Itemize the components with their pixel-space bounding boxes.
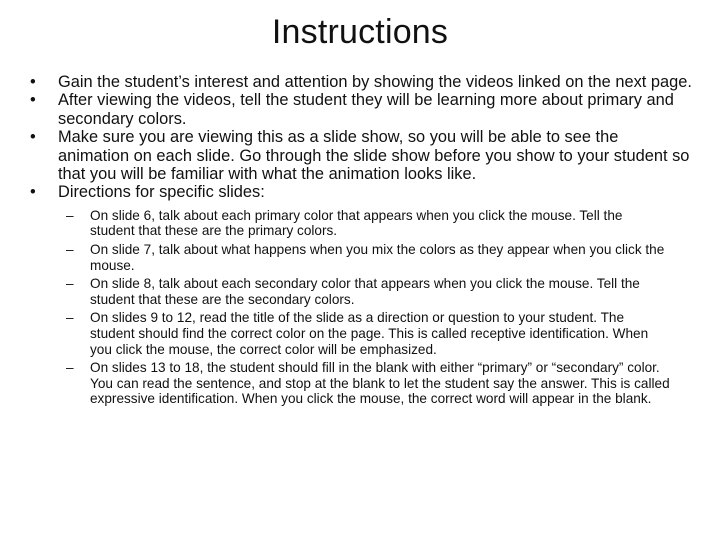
dash-marker: – <box>66 242 74 258</box>
sub-bullet-item <box>58 208 670 239</box>
sub-bullet-item <box>58 310 670 357</box>
sub-bullet-text: On slides 13 to 18, the student should fill in the blank with either “primary” or “secondary” color. You can read the sentence, and stop at the blank to let the student say the answer. This is called expressive identification. When you click the mouse, the correct word will appear in the blank. <box>90 360 670 407</box>
sub-bullet-text: On slide 8, talk about each secondary color that appears when you click the mouse. Tell the student that these are the secondary colors. <box>90 276 640 307</box>
bullet-marker: • <box>30 183 36 202</box>
sub-bullet-text: On slides 9 to 12, read the title of the slide as a direction or question to your student. The student should find the correct color on the page. This is called receptive identification. When you click the mouse, the correct color will be emphasized. <box>90 310 649 357</box>
dash-marker: – <box>66 207 74 223</box>
slide-title: Instructions <box>271 13 449 51</box>
bullet-item <box>28 73 693 91</box>
sub-bullet-text: On slide 7, talk about what happens when you mix the colors as they appear when you click the mouse. <box>90 242 665 273</box>
sub-bullet-list <box>58 208 670 407</box>
sub-bullet-text: On slide 6, talk about each primary color that appears when you click the mouse. Tell the student that these are the primary colors. <box>90 207 623 239</box>
bullet-text: Gain the student’s interest and attention by showing the videos linked on the next page. <box>58 73 692 91</box>
bullet-marker: • <box>30 73 36 91</box>
bullet-marker: • <box>30 91 36 110</box>
dash-marker: – <box>66 310 74 326</box>
dash-marker: – <box>66 276 74 292</box>
sub-bullet-item <box>58 242 670 273</box>
bullet-marker: • <box>30 128 36 147</box>
dash-marker: – <box>66 360 74 376</box>
sub-bullet-item <box>58 360 670 407</box>
bullet-item <box>28 91 693 128</box>
sub-bullet-item <box>58 276 670 307</box>
bullet-text: Make sure you are viewing this as a slide show, so you will be able to see the animation on each slide. Go through the slide show before you show to your student so that you will be familiar with what the animation looks like. <box>58 128 690 184</box>
bullet-list <box>28 73 693 410</box>
bullet-item <box>28 183 693 407</box>
bullet-item <box>28 128 693 183</box>
bullet-text: Directions for specific slides: <box>58 183 265 202</box>
bullet-text: After viewing the videos, tell the student they will be learning more about primary and secondary colors. <box>58 91 674 128</box>
